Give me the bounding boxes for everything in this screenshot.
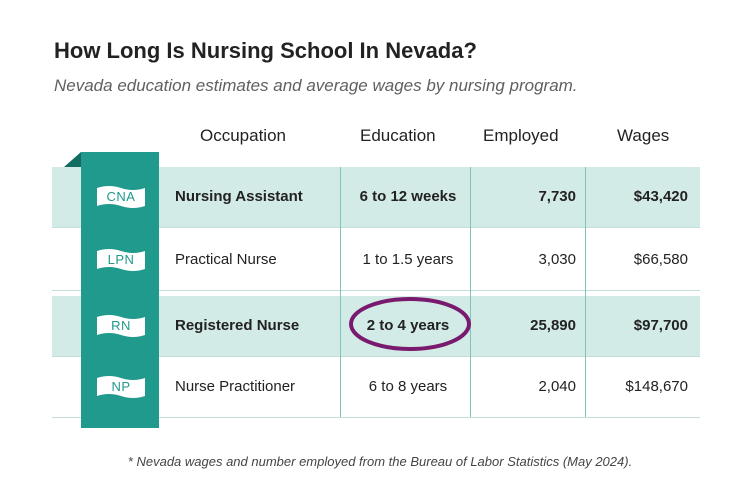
cell-employed: 25,890: [530, 317, 576, 334]
cell-employed: 7,730: [538, 188, 576, 205]
column-header-occupation: Occupation: [200, 126, 286, 145]
cell-wages: $43,420: [633, 188, 688, 205]
cell-occupation: Nursing Assistant: [175, 188, 303, 205]
sidebar-fold: [64, 152, 81, 167]
cell-employed: 2,040: [538, 378, 576, 395]
cell-education: 6 to 12 weeks: [359, 188, 457, 205]
badge-np: [96, 374, 146, 400]
badge-label: RN: [111, 318, 131, 333]
column-separator: [340, 167, 341, 417]
cell-education: 1 to 1.5 years: [362, 251, 454, 268]
cell-education: 2 to 4 years: [366, 317, 450, 334]
cell-wages: $97,700: [633, 317, 688, 334]
column-header-employed: Employed: [483, 126, 559, 145]
badge-label: LPN: [107, 252, 135, 267]
badge-lpn: [96, 247, 146, 273]
chart-subtitle: Nevada education estimates and average wages by nursing program.: [54, 76, 578, 95]
badge-label: NP: [111, 379, 131, 394]
cell-wages: $148,670: [625, 378, 688, 395]
column-header-wages: Wages: [617, 126, 670, 145]
footnote: * Nevada wages and number employed from the Bureau of Labor Statistics (May 2024).: [127, 454, 633, 469]
badge-rn: [96, 313, 146, 339]
badge-label: CNA: [106, 189, 136, 204]
column-separator: [470, 167, 471, 417]
badge-cna: [96, 184, 146, 210]
cell-occupation: Practical Nurse: [175, 251, 277, 268]
chart-title: How Long Is Nursing School In Nevada?: [54, 38, 477, 63]
cell-occupation: Registered Nurse: [175, 317, 300, 334]
column-header-education: Education: [360, 126, 436, 145]
cell-employed: 3,030: [538, 251, 576, 268]
cell-occupation: Nurse Practitioner: [175, 378, 296, 395]
cell-wages: $66,580: [633, 251, 688, 268]
highlight-ellipse: [348, 296, 472, 352]
column-separator: [585, 167, 586, 417]
cell-education: 6 to 8 years: [368, 378, 448, 395]
